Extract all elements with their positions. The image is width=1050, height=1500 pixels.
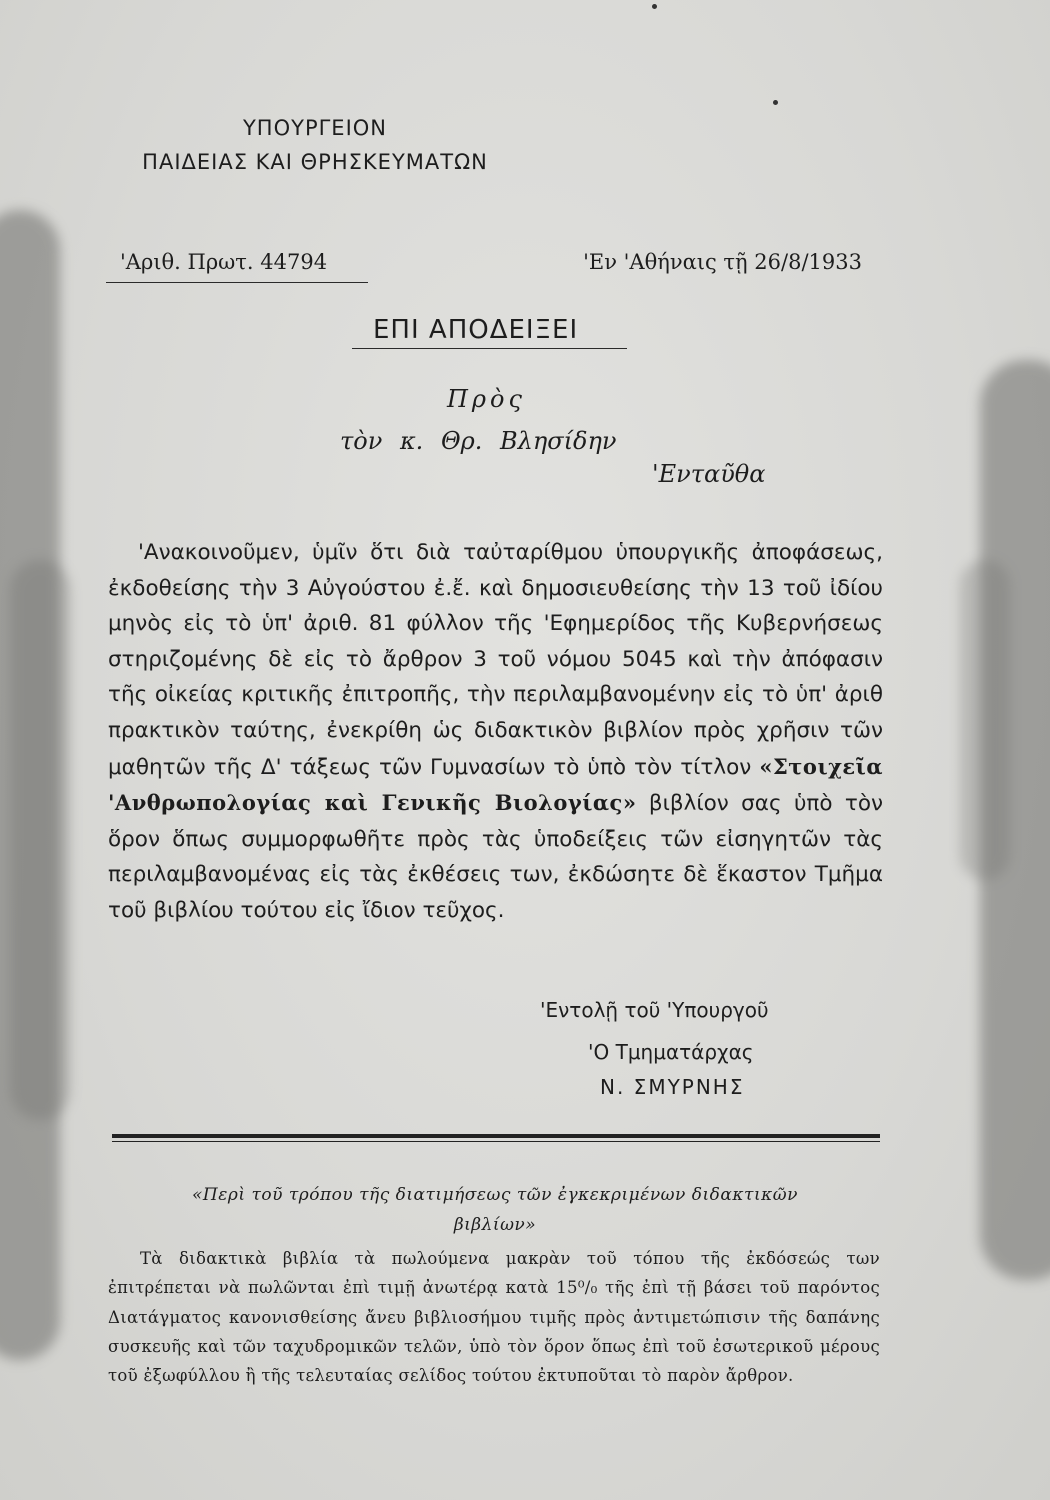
heading-underline — [352, 348, 627, 349]
note-body — [108, 1244, 880, 1390]
tape-stain-right-inner — [960, 560, 1010, 880]
divider-thick — [112, 1134, 880, 1138]
addressee-to: Πρὸς — [447, 385, 526, 413]
divider-thin — [112, 1141, 880, 1142]
note-title: «Περὶ τοῦ τρόπου τῆς διατιμήσεως τῶν ἐγκεκριμένων διδακτικῶν βιβλίων» — [192, 1185, 798, 1235]
letter-body — [108, 535, 883, 929]
signature-authority: 'Εντολῇ τοῦ 'Υπουργοῦ — [540, 998, 769, 1022]
letter-body-part2: βιβλίον σας ὑπὸ τὸν ὅρον ὅπως συμμορφωθῆτε πρὸς τὰς ὑποδείξεις τῶν εἰσηγητῶν τὰς περιλαμβανομένας εἰς τὰς ἐκθέσεις των, ἐκδώσητε δὲ ἕκαστον Τμῆμα τοῦ βιβλίου τούτου εἰς ἴδιον τεῦχος. — [108, 791, 883, 923]
ministry-name-line1: ΥΠΟΥΡΓΕΙΟΝ — [242, 116, 388, 140]
note-paragraph: Τὰ διδακτικὰ βιβλία τὰ πωλούμενα μακρὰν τοῦ τόπου τῆς ἐκδόσεώς των ἐπιτρέπεται νὰ πωλῶνται ἐπὶ τιμῇ ἀνωτέρᾳ κατὰ 15⁰/₀ τῆς ἐπὶ τῇ βάσει τοῦ παρόντος Διατάγματος κανονισθείσης ἄνευ βιβλιοσήμου τιμῆς πρὸς ἀντιμετώπισιν τῆς δαπάνης συσκευῆς καὶ τῶν ταχυδρομικῶν τελῶν, ὑπὸ τὸν ὅρον ὅπως ἐπὶ τοῦ ἐσωτερικοῦ μέρους τοῦ ἐξωφύλλου ἢ τῆς τελευταίας σελίδος τούτου ἐκτυποῦται τὸ παρὸν ἄρθρον. — [108, 1249, 880, 1386]
book-title: «Στοιχεῖα 'Ανθρωπολογίας καὶ Γενικῆς Βιολογίας» — [108, 753, 883, 816]
signature-name: Ν. ΣΜΥΡΝΗΣ — [600, 1075, 745, 1099]
ink-speck — [652, 4, 657, 9]
place-and-date: 'Εν 'Αθήναις τῇ 26/8/1933 — [583, 250, 862, 274]
ink-speck — [773, 100, 778, 105]
addressee-name: τὸν κ. Θρ. Βλησίδην — [340, 427, 617, 455]
protocol-number: 'Αριθ. Πρωτ. 44794 — [120, 250, 328, 274]
letter-body-part1: 'Ανακοινοῦμεν, ὑμῖν ὅτι διὰ ταὐταρίθμου ὑπουργικῆς ἀποφάσεως, ἐκδοθείσης τὴν 3 Αὐγούστου ἐ.ἔ. καὶ δημοσιευθείσης τὴν 13 τοῦ ἰδίου μηνὸς εἰς τὸ ὑπ' ἀριθ. 81 φύλλον τῆς 'Εφημερίδος τῆς Κυβερνήσεως στηριζομένης δὲ εἰς τὸ ἄρθρον 3 τοῦ νόμου 5045 καὶ τὴν ἀπόφασιν τῆς οἰκείας κριτικῆς ἐπιτροπῆς, τὴν περιλαμβανομένην εἰς τὸ ὑπ' ἀριθ πρακτικὸν ταύτης, ἐνεκρίθη ὡς διδακτικὸν βιβλίον πρὸς χρῆσιν τῶν μαθητῶν τῆς Δ' τάξεως τῶν Γυμνασίων τὸ ὑπὸ τὸν τίτλον — [108, 540, 883, 780]
document-heading: ΕΠΙ ΑΠΟΔΕΙΞΕΙ — [373, 315, 579, 345]
tape-stain-left-inner — [10, 560, 70, 1120]
addressee-location: 'Ενταῦθα — [652, 460, 766, 488]
protocol-underline — [106, 282, 368, 283]
ministry-name-line2: ΠΑΙΔΕΙΑΣ ΚΑΙ ΘΡΗΣΚΕΥΜΑΤΩΝ — [142, 150, 488, 174]
signature-title: 'Ο Τμηματάρχας — [588, 1040, 754, 1064]
